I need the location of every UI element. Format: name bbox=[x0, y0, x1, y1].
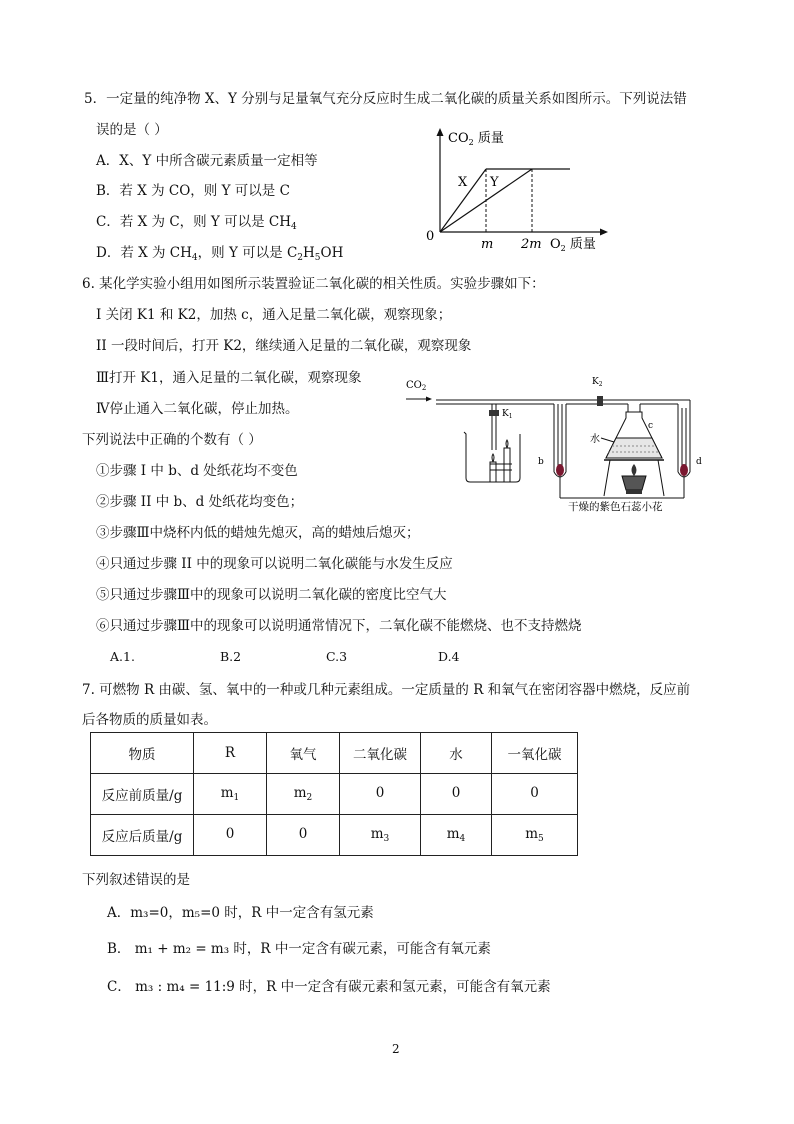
q6-statement-6: ⑥只通过步骤Ⅲ中的现象可以说明通常情况下，二氧化碳不能燃烧、也不支持燃烧 bbox=[96, 618, 582, 634]
q7-mass-table bbox=[90, 732, 578, 856]
diagram-caption: 干燥的紫色石蕊小花 bbox=[568, 501, 663, 513]
diagram-high-candle bbox=[504, 448, 510, 482]
diagram-low-candle bbox=[490, 462, 496, 482]
q5-option-d: D．若 X 为 $CH_4$，则 Y 可以是 $C_2H_5OH$ bbox=[96, 245, 344, 263]
graph-tick-m: m bbox=[481, 237, 494, 252]
diagram-k2-valve bbox=[597, 396, 603, 406]
graph-label-x: X bbox=[458, 175, 468, 190]
q7-question: 下列叙述错误的是 bbox=[82, 872, 190, 888]
graph-ylabel: $CO_2$ 质量 bbox=[448, 131, 504, 147]
graph-origin: 0 bbox=[426, 229, 435, 244]
q5-stem-cont: 误的是（ ） bbox=[96, 122, 168, 138]
table-row bbox=[91, 815, 578, 856]
table-header-cell: 一氧化碳 bbox=[492, 733, 578, 774]
q7-option-b: B． m₁ + m₂ = m₃ 时，R 中一定含有碳元素，可能含有氧元素 bbox=[107, 941, 491, 957]
table-header-row bbox=[91, 733, 578, 774]
q6-statement-5: ⑤只通过步骤Ⅲ中的现象可以说明二氧化碳的密度比空气大 bbox=[96, 587, 447, 603]
q6-step-1: I 关闭 K1 和 K2，加热 c，通入足量二氧化碳，观察现象； bbox=[96, 307, 452, 323]
table-row bbox=[91, 774, 578, 815]
diagram-k1-valve bbox=[489, 410, 499, 416]
q5-option-b: B．若 X 为 CO，则 Y 可以是 C bbox=[96, 183, 290, 199]
diagram-k1-label: $K_1$ bbox=[502, 409, 513, 420]
q5-option-a: A．X、Y 中所含碳元素质量一定相等 bbox=[96, 153, 318, 169]
q6-step-3: Ⅲ打开 K1，通入足量的二氧化碳，观察现象 bbox=[96, 370, 362, 386]
table-cell: 0 bbox=[421, 774, 492, 815]
q6-choice-b: B.2 bbox=[220, 649, 242, 664]
q5-option-c: C．若 X 为 C，则 Y 可以是 $CH_4$ bbox=[96, 214, 297, 232]
table-header-cell: 物质 bbox=[91, 733, 194, 774]
q5-stem: 5．一定量的纯净物 X、Y 分别与足量氧气充分反应时生成二氧化碳的质量关系如图所示。下列说法错 bbox=[84, 91, 687, 107]
graph-tick-2m: 2m bbox=[521, 237, 542, 252]
table-cell: $m_5$ bbox=[492, 815, 578, 856]
table-header-cell: 氧气 bbox=[267, 733, 340, 774]
q6-question: 下列说法中正确的个数有（ ） bbox=[82, 432, 262, 448]
diagram-label-b: b bbox=[538, 457, 544, 467]
q7-option-c: C． m₃ : m₄ = 11:9 时，R 中一定含有碳元素和氢元素，可能含有氧元素 bbox=[107, 979, 551, 995]
q6-step-2: II 一段时间后，打开 K2，继续通入足量的二氧化碳，观察现象 bbox=[96, 338, 472, 354]
table-cell: $m_4$ bbox=[421, 815, 492, 856]
graph-xlabel: $O_2$ 质量 bbox=[550, 237, 596, 253]
table-cell: $m_2$ bbox=[267, 774, 340, 815]
table-row-label: 反应后质量/g bbox=[91, 815, 194, 856]
table-cell: 0 bbox=[340, 774, 421, 815]
q6-step-4: Ⅳ停止通入二氧化碳，停止加热。 bbox=[96, 401, 299, 417]
q5-co2-graph bbox=[420, 124, 620, 256]
q6-statement-2: ②步骤 II 中 b、d 处纸花均变色； bbox=[96, 494, 304, 510]
diagram-co2-label: $CO_2$ bbox=[406, 380, 427, 392]
diagram-flower-b bbox=[556, 464, 564, 476]
q7-stem-cont: 后各物质的质量如表。 bbox=[82, 712, 217, 728]
page-number: 2 bbox=[392, 1042, 400, 1056]
table-header-cell: 二氧化碳 bbox=[340, 733, 421, 774]
table-header-cell: 水 bbox=[421, 733, 492, 774]
q6-choice-d: D.4 bbox=[438, 649, 460, 664]
diagram-label-water: 水 bbox=[590, 434, 600, 445]
q7-option-a: A．m₃=0，m₅=0 时，R 中一定含有氢元素 bbox=[107, 905, 374, 921]
q6-choice-a: A.1. bbox=[110, 649, 135, 664]
q7-stem: 7. 可燃物 R 由碳、氢、氧中的一种或几种元素组成。一定质量的 R 和氧气在密闭容器中燃烧，反应前 bbox=[82, 682, 691, 698]
q6-statement-3: ③步骤Ⅲ中烧杯内低的蜡烛先熄灭，高的蜡烛后熄灭； bbox=[96, 525, 420, 541]
q6-statement-1: ①步骤 I 中 b、d 处纸花均不变色 bbox=[96, 463, 298, 479]
table-cell: $m_1$ bbox=[194, 774, 267, 815]
diagram-label-d: d bbox=[696, 457, 702, 467]
graph-label-y: Y bbox=[490, 175, 499, 190]
table-header-cell: R bbox=[194, 733, 267, 774]
diagram-flower-d bbox=[680, 464, 688, 476]
table-cell: $m_3$ bbox=[340, 815, 421, 856]
table-cell: 0 bbox=[194, 815, 267, 856]
table-cell: 0 bbox=[492, 774, 578, 815]
table-cell: 0 bbox=[267, 815, 340, 856]
diagram-label-c: c bbox=[648, 421, 654, 431]
diagram-burner bbox=[622, 476, 646, 490]
q6-stem: 6. 某化学实验小组用如图所示装置验证二氧化碳的相关性质。实验步骤如下： bbox=[82, 276, 545, 292]
q6-choice-c: C.3 bbox=[326, 649, 348, 664]
diagram-k2-label: $K_2$ bbox=[592, 377, 603, 388]
table-row-label: 反应前质量/g bbox=[91, 774, 194, 815]
q6-statement-4: ④只通过步骤 II 中的现象可以说明二氧化碳能与水发生反应 bbox=[96, 556, 453, 572]
q6-apparatus-diagram bbox=[400, 372, 720, 517]
diagram-water bbox=[606, 438, 662, 458]
